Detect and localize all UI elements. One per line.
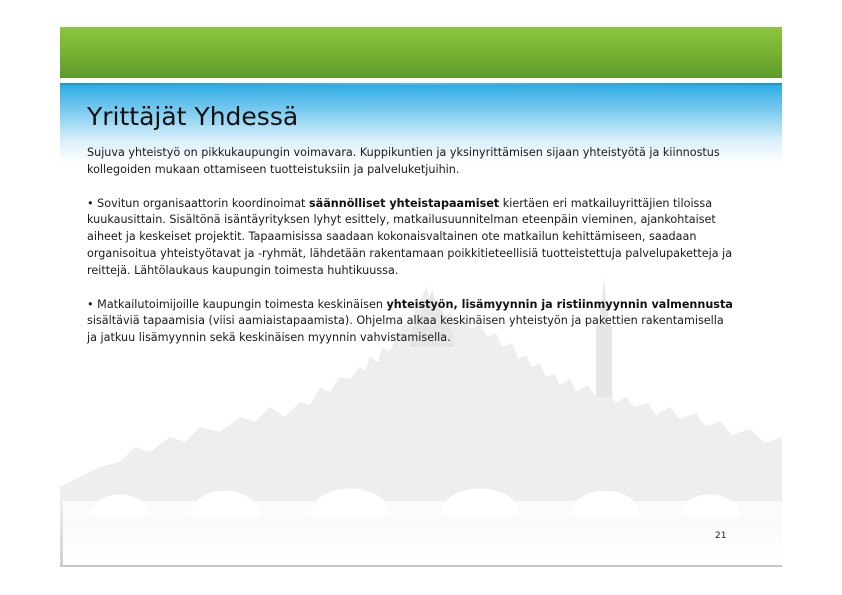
slide-body xyxy=(87,145,737,364)
footer-line xyxy=(60,565,782,567)
green-header-band xyxy=(60,27,782,78)
footer-area xyxy=(60,501,782,567)
bullet-item xyxy=(87,196,737,280)
blue-band-edge xyxy=(60,83,782,85)
bullet-marker: • xyxy=(87,297,94,311)
bullet-text: sisältäviä tapaamisia (viisi aamiaistapaamista). Ohjelma alkaa keskinäisen yhteistyön ja pakettien rakentamisella ja jatkuu lisämyynnin sekä keskinäisen myynnin vahvistamisella. xyxy=(87,314,724,345)
slide-title: Yrittäjät Yhdessä xyxy=(87,102,299,131)
bullet-text: kiertäen eri matkailuyrittäjien tiloissa kuukausittain. Sisältönä isäntäyrityksen lyhyt esittely, matkailusuunnitelman eteenpäin vieminen, ajankohtaiset aiheet ja keskeiset projektit. Tapaamisissa saadaan kokonaisvaltainen ote matkailun kehittämiseen, saadaan organisoitua yhteistyötavat ja -ryhmät, lähdetään rakentamaan poikkitieteellisiä tuotteistettuja palvelupaketteja ja reittejä. Lähtölaukaus kaupungin toimesta huhtikuussa. xyxy=(87,196,733,277)
bullet-item xyxy=(87,297,737,347)
bullet-highlight: yhteistyön, lisämyynnin ja ristiinmyynnin valmennusta xyxy=(386,297,733,311)
bullet-text: Matkailutoimijoille kaupungin toimesta keskinäisen xyxy=(93,297,387,311)
page-number: 21 xyxy=(715,531,727,541)
footer-left-edge xyxy=(60,501,63,565)
bullet-marker: • xyxy=(87,196,94,210)
intro-paragraph: Sujuva yhteistyö on pikkukaupungin voimavara. Kuppikuntien ja yksinyrittämisen sijaan yhteistyötä ja kiinnostus kollegoiden mukaan ottamiseen tuotteistuksiin ja palveluketjuihin. xyxy=(87,146,720,176)
bullet-text: Sovitun organisaattorin koordinoimat xyxy=(93,196,310,210)
slide xyxy=(60,27,782,567)
bullet-highlight: säännölliset yhteistapaamiset xyxy=(309,196,500,210)
